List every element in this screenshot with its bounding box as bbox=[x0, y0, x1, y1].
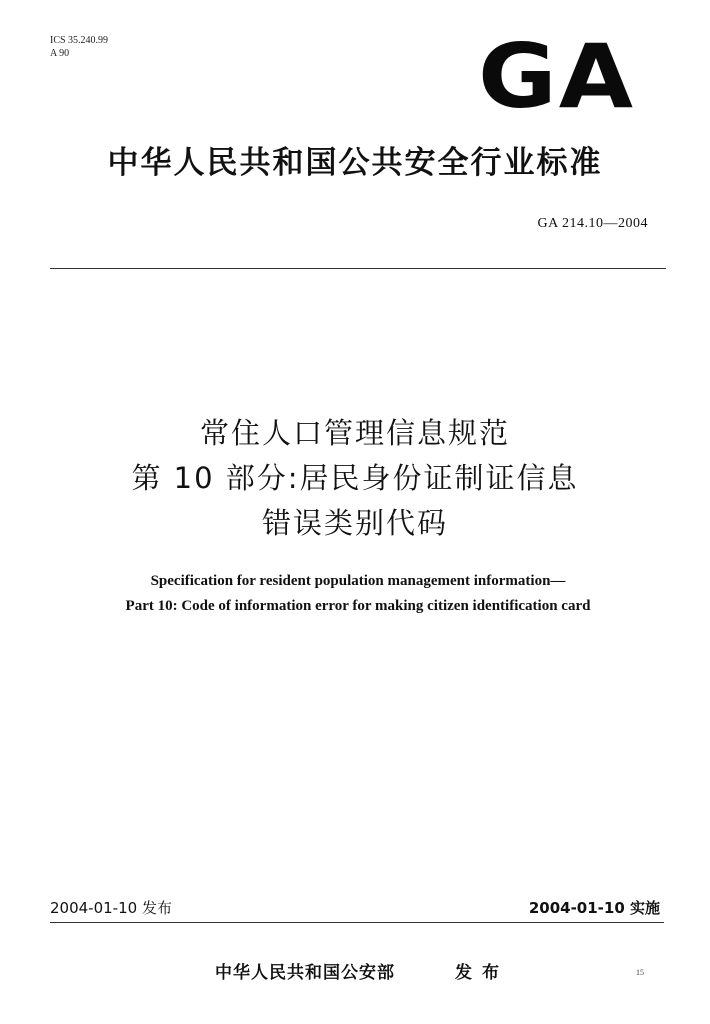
top-divider bbox=[50, 268, 666, 269]
issue-date: 2004-01-10 发布 bbox=[50, 899, 172, 917]
classification-code: A 90 bbox=[50, 48, 70, 59]
implementation-date: 2004-01-10 实施 bbox=[528, 899, 660, 917]
bottom-divider bbox=[50, 922, 664, 923]
title-cn-line-2: 第 10 部分:居民身份证制证信息 bbox=[131, 461, 579, 495]
standard-category: 中华人民共和国公共安全行业标准 bbox=[107, 145, 603, 181]
title-en-line-1: Specification for resident population management information— bbox=[150, 573, 566, 589]
page-mark: 15 bbox=[636, 968, 644, 977]
ga-logo: GA bbox=[478, 25, 636, 129]
standard-number: GA 214.10—2004 bbox=[537, 216, 648, 231]
ics-code: ICS 35.240.99 bbox=[50, 35, 109, 46]
title-cn-line-3: 错误类别代码 bbox=[261, 506, 448, 540]
title-cn-line-1: 常住人口管理信息规范 bbox=[199, 416, 510, 450]
publisher: 中华人民共和国公安部 bbox=[215, 963, 395, 983]
publish-label: 发布 bbox=[455, 963, 509, 983]
title-en-line-2: Part 10: Code of information error for making citizen identification card bbox=[125, 598, 591, 614]
